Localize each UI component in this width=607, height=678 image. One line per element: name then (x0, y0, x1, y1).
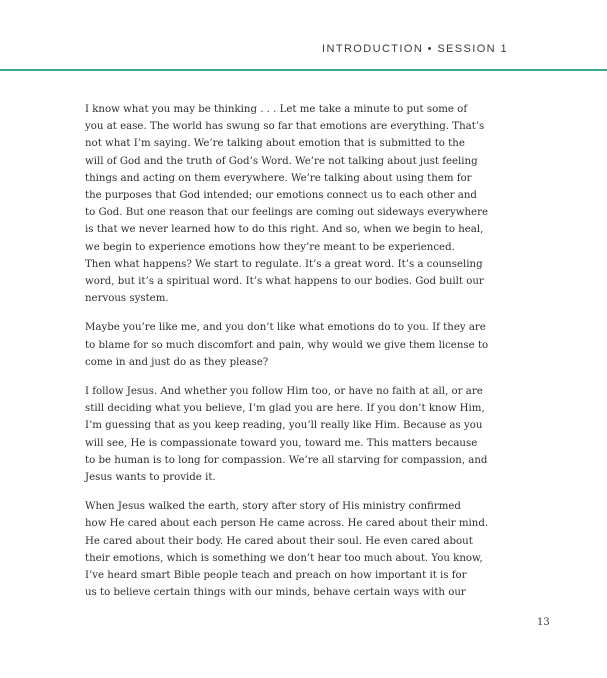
text-line: not what I’m saying. We’re talking about emotion that is submitted to the (85, 138, 465, 150)
running-head: INTRODUCTION • SESSION 1 (322, 43, 508, 55)
text-line: come in and just do as they please? (85, 356, 269, 368)
text-line: to God. But one reason that our feelings are coming out sideways everywhere (85, 207, 488, 219)
text-line: us to believe certain things with our minds, behave certain ways with our (85, 587, 466, 599)
paragraph-3 (85, 383, 488, 486)
body-text (85, 101, 489, 613)
paragraph-2 (85, 319, 489, 371)
text-line: to blame for so much discomfort and pain, why would we give them license to (85, 339, 489, 351)
page-number: 13 (537, 617, 550, 628)
text-line: to be human is to long for compassion. We’re all starving for compassion, and (85, 454, 488, 466)
text-line: will see, He is compassionate toward you, toward me. This matters because (85, 437, 478, 449)
text-line: Maybe you’re like me, and you don’t like what emotions do to you. If they are (85, 322, 486, 334)
paragraph-1 (85, 101, 488, 307)
text-line: is that we never learned how to do this right. And so, when we begin to heal, (85, 224, 484, 236)
text-line: I follow Jesus. And whether you follow Him too, or have no faith at all, or are (85, 386, 483, 398)
text-line: He cared about their body. He cared about their soul. He even cared about (85, 535, 473, 547)
text-line: Then what happens? We start to regulate. It’s a great word. It’s a counseling (85, 258, 483, 270)
text-line: I’ve heard smart Bible people teach and preach on how important it is for (85, 570, 467, 582)
text-line: Jesus wants to provide it. (85, 472, 216, 484)
text-line: When Jesus walked the earth, story after story of His ministry confirmed (85, 501, 461, 513)
text-line: will of God and the truth of God’s Word. We’re not talking about just feeling (85, 155, 478, 167)
text-line: their emotions, which is something we don’t hear too much about. You know, (85, 552, 483, 564)
header-rule (0, 69, 607, 71)
text-line: I’m guessing that as you keep reading, you’ll really like Him. Because as you (85, 420, 483, 432)
text-line: the purposes that God intended; our emotions connect us to each other and (85, 190, 477, 202)
text-line: still deciding what you believe, I’m glad you are here. If you don’t know Him, (85, 403, 485, 415)
text-line: I know what you may be thinking . . . Let me take a minute to put some of (85, 104, 468, 115)
text-line: you at ease. The world has swung so far that emotions are everything. That’s (85, 121, 485, 133)
text-line: we begin to experience emotions how they’re meant to be experienced. (85, 241, 455, 253)
paragraph-4 (85, 498, 489, 601)
text-line: how He cared about each person He came across. He cared about their mind. (85, 518, 489, 530)
text-line: things and acting on them everywhere. We’re talking about using them for (85, 172, 472, 184)
text-line: word, but it’s a spiritual word. It’s what happens to our bodies. God built our (85, 276, 484, 288)
text-line: nervous system. (85, 293, 169, 305)
